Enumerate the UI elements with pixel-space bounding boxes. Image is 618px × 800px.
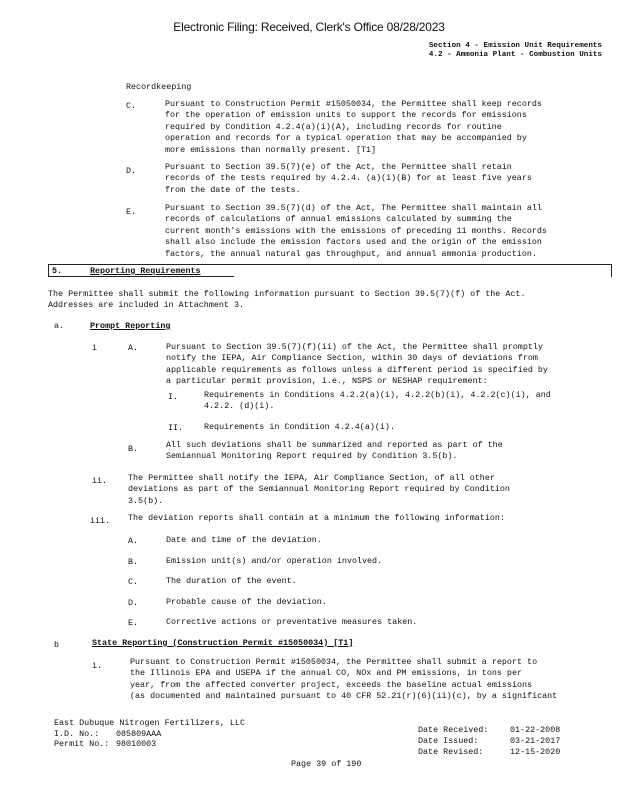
state-i-text	[130, 657, 610, 703]
item-c-line: Pursuant to Construction Permit #15050034, the Permittee shall keep records	[165, 99, 542, 109]
deviation-item-label: D.	[128, 598, 139, 608]
prompt-ii-line: 3.5(b).	[128, 495, 164, 506]
deviation-item-label: B.	[128, 557, 139, 567]
prompt-A-text	[166, 342, 606, 388]
footer-id-label: I.D. No.:	[54, 729, 100, 739]
prompt-ii-line: deviations as part of the Semiannual Monitoring Report required by Condition	[128, 484, 510, 495]
prompt-reporting-title: Prompt Reporting	[90, 321, 171, 331]
item-e-line: records of calculations of annual emissions calculated by summing the	[165, 214, 512, 225]
section-5-intro-line: Addresses are included in Attachment 3.	[48, 300, 245, 311]
prompt-reporting-label: a.	[54, 321, 65, 331]
section-header-line1: Section 4 - Emission Unit Requirements	[428, 42, 602, 50]
footer-issued-value: 03-21-2017	[510, 736, 561, 746]
prompt-ii-text	[128, 473, 608, 507]
state-reporting-title: State Reporting (Construction Permit #15050034) [T1]	[92, 638, 354, 648]
section-5-number: 5.	[52, 266, 63, 276]
filing-stamp: Electronic Filing: Received, Clerk's Office 08/28/2023	[173, 20, 445, 34]
prompt-A-line: applicable requirements as follows unless a different period is specified by	[166, 364, 548, 375]
item-e-label: E.	[126, 207, 137, 217]
section-5-intro	[48, 289, 608, 312]
prompt-II-text: Requirements in Condition 4.2.4(a)(i).	[204, 422, 395, 432]
item-d-line: from the date of the tests.	[165, 184, 301, 195]
prompt-I-label: I.	[168, 392, 179, 402]
footer-permit-label: Permit No.:	[54, 739, 110, 749]
item-e-text	[165, 203, 605, 260]
prompt-B-line: Semiannual Monitoring Report required by Condition 3.5(b).	[166, 451, 458, 462]
footer-revised-label: Date Revised:	[418, 747, 484, 757]
item-d-text	[165, 162, 605, 196]
item-c-line: operation and records for a typical operation that may be accompanied by	[165, 133, 527, 144]
deviation-item-label: C.	[128, 577, 139, 587]
prompt-I-text	[204, 390, 604, 413]
prompt-iii-label: iii.	[90, 516, 111, 526]
footer-company: East Dubuque Nitrogen Fertilizers, LLC	[54, 718, 245, 728]
state-i-line: the Illinois EPA and USEPA if the annual CO, NOx and PM emissions, in tons per	[130, 668, 523, 679]
item-e-line: current month's emissions with the emissions of preceding 11 months. Records	[165, 225, 547, 236]
item-c-text	[165, 99, 605, 156]
item-d-line: Pursuant to Section 39.5(7)(e) of the Act, the Permittee shall retain	[165, 162, 512, 172]
item-e-line: shall also include the emission factors used and the origin of the emission	[165, 237, 542, 248]
prompt-A-line: a particular permit provision, i.e., NSPS or NESHAP requirement:	[166, 376, 488, 387]
item-c-line: required by Condition 4.2.4(a)(i)(A), including records for routine	[165, 121, 502, 132]
prompt-B-line: All such deviations shall be summarized and reported as part of the	[166, 440, 503, 450]
prompt-I-line: Requirements in Conditions 4.2.2(a)(i), 4.2.2(b)(i), 4.2.2(c)(i), and	[204, 390, 551, 400]
prompt-ii-label: ii.	[92, 476, 108, 486]
state-i-label: i.	[92, 661, 103, 671]
item-c-line: more emissions than normally present. [T1]	[165, 144, 377, 155]
prompt-B-label: B.	[128, 444, 139, 454]
item-c-label: C.	[126, 101, 137, 111]
item-c-line: for the operation of emission units to support the records for emissions	[165, 110, 527, 121]
prompt-A-line: notify the IEPA, Air Compliance Section, within 30 days of deviations from	[166, 353, 538, 364]
item-e-line: factors, the annual natural gas throughput, and annual ammonia production.	[165, 248, 537, 259]
footer-received-value: 01-22-2008	[510, 725, 561, 735]
state-i-line: (as documented and maintained pursuant to 40 CFR 52.21(r)(6)(ii)(c), by a significant	[130, 691, 558, 702]
footer-revised-value: 12-15-2020	[510, 747, 561, 757]
prompt-A-label: A.	[128, 343, 139, 353]
page-number: Page 39 of 190	[291, 759, 362, 769]
footer-permit-value: 98010003	[116, 739, 157, 749]
prompt-iii-text: The deviation reports shall contain at a minimum the following information:	[128, 513, 505, 523]
prompt-i-label: i	[92, 343, 98, 353]
prompt-A-line: Pursuant to Section 39.5(7)(f)(ii) of the Act, the Permittee shall promptly	[166, 342, 543, 352]
section-header-line2: 4.2 - Ammonia Plant - Combustion Units	[428, 51, 602, 59]
item-d-line: records of the tests required by 4.2.4. (a)(i)(B) for at least five years	[165, 173, 532, 184]
prompt-II-label: II.	[168, 423, 184, 433]
prompt-B-text	[166, 440, 606, 463]
prompt-ii-line: The Permittee shall notify the IEPA, Air Compliance Section, of all other	[128, 473, 495, 483]
deviation-item-text: Date and time of the deviation.	[166, 535, 322, 545]
recordkeeping-heading: Recordkeeping	[126, 82, 192, 92]
deviation-item-text: Corrective actions or preventative measures taken.	[166, 617, 418, 627]
deviation-item-text: Probable cause of the deviation.	[166, 597, 327, 607]
state-i-line: Pursuant to Construction Permit #15050034, the Permittee shall submit a report to	[130, 657, 538, 667]
section-5-intro-line: The Permittee shall submit the following information pursuant to Section 39.5(7)(f) of the Act.	[48, 289, 526, 299]
deviation-item-label: E.	[128, 618, 139, 628]
deviation-item-label: A.	[128, 536, 139, 546]
state-i-line: year, from the affected converter project, exceeds the baseline actual emissions	[130, 679, 533, 690]
prompt-I-line: 4.2.2. (d)(i).	[204, 401, 275, 412]
section-5-title: Reporting Requirements	[90, 266, 201, 276]
footer-issued-label: Date Issued:	[418, 736, 479, 746]
item-e-line: Pursuant to Section 39.5(7)(d) of the Act, The Permittee shall maintain all	[165, 203, 542, 213]
footer-id-value: 085809AAA	[116, 729, 162, 739]
deviation-item-text: The duration of the event.	[166, 576, 297, 586]
state-reporting-label: b	[54, 640, 60, 650]
item-d-label: D.	[126, 166, 137, 176]
footer-received-label: Date Received:	[418, 725, 489, 735]
deviation-item-text: Emission unit(s) and/or operation involved.	[166, 556, 383, 566]
